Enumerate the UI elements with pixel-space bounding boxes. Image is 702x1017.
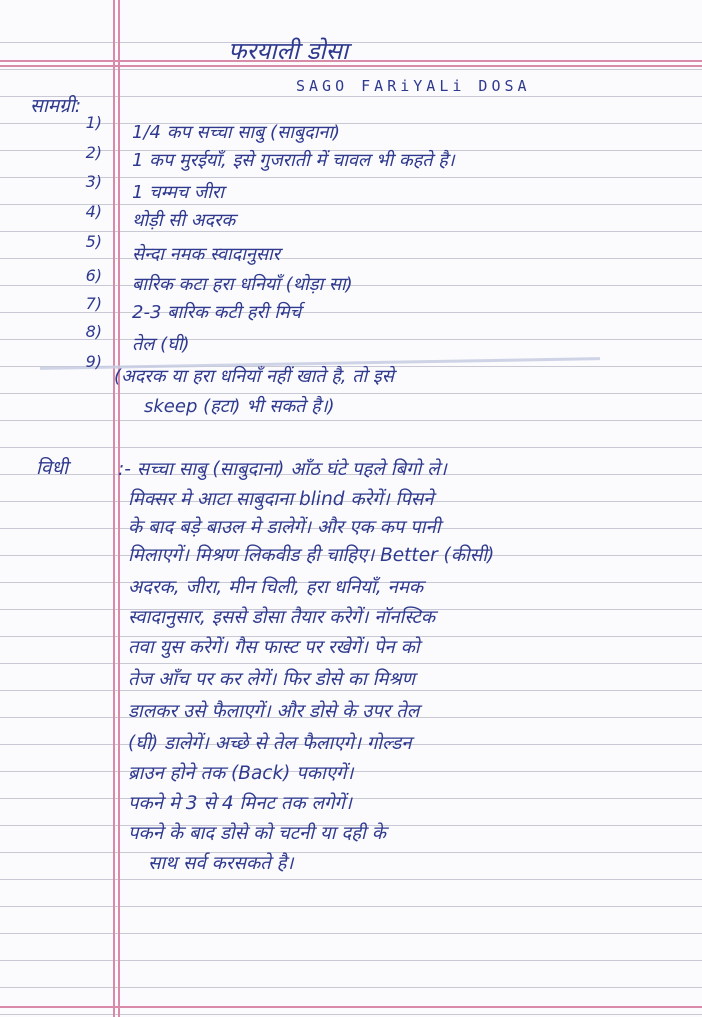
method-line: अदरक, जीरा, मीन चिली, हरा धनियाँ, नमक [128, 577, 424, 598]
item-number: 4) [85, 202, 102, 221]
method-line: मिक्सर मे आटा साबुदाना blind करेगें। पिसने [128, 489, 434, 510]
item-text: 2-3 बारिक कटी हरी मिर्च [132, 302, 302, 323]
method-line: साथ सर्व करसकते है। [148, 853, 294, 874]
recipe-title: फरयाली डोसा [228, 37, 349, 65]
method-line: डालकर उसे फैलाएगें। और डोसे के उपर तेल [128, 701, 420, 722]
header-rule-2 [0, 65, 702, 67]
method-line: तेज आँच पर कर लेगें। फिर डोसे का मिश्रण [128, 669, 415, 690]
margin-line-2 [118, 0, 120, 1017]
method-line: के बाद बड़े बाउल मे डालेगें। और एक कप पानी [128, 517, 441, 538]
header-rule [0, 60, 702, 62]
item-text: थोड़ी सी अदरक [132, 210, 236, 231]
item-number: 8) [85, 322, 102, 341]
method-line: तवा युस करेगें। गैस फास्ट पर रखेगें। पेन को [128, 637, 420, 658]
item-text: 1 चम्मच जीरा [132, 182, 224, 203]
item-text: (अदरक या हरा धनियाँ नहीं खाते है, तो इसे [114, 366, 394, 387]
item-number: 2) [85, 143, 102, 162]
method-line: मिलाएगें। मिश्रण लिकवीड ही चाहिए। Better (कीसी) [128, 545, 495, 566]
item-number: 1) [85, 113, 102, 132]
item-text: बारिक कटा हरा धनियाँ (थोड़ा सा) [132, 274, 353, 295]
method-line: पकने मे 3 से 4 मिनट तक लगेगें। [128, 793, 352, 814]
ingredients-label: सामग्री: [30, 95, 82, 117]
item-number: 3) [85, 172, 102, 191]
method-label: विधी [36, 457, 69, 479]
item-number: 7) [85, 294, 102, 313]
method-line: (घी) डालेगें। अच्छे से तेल फैलाएगे। गोल्डन [128, 733, 412, 754]
item-text: सेन्दा नमक स्वादानुसार [132, 244, 281, 265]
footer-rule [0, 1006, 702, 1008]
item-number: 9) [85, 352, 102, 371]
method-line: :- सच्चा साबु (साबुदाना) आँठ घंटे पहले बिगो ले। [118, 459, 447, 480]
method-line: पकने के बाद डोसे को चटनी या दही के [128, 823, 386, 844]
method-line: स्वादानुसार, इससे डोसा तैयार करेगें। नॉनस्टिक [128, 607, 436, 628]
item-number: 5) [85, 232, 102, 251]
item-text: 1 कप मुरईयाँ, इसे गुजराती में चावल भी कहते है। [132, 150, 455, 171]
item-text: skeep (हटा) भी सकते है।) [144, 396, 335, 417]
recipe-subtitle: SAGO FARiYALi DOSA [296, 77, 531, 95]
item-number: 6) [85, 266, 102, 285]
method-line: ब्राउन होने तक (Back) पकाएगें। [128, 763, 354, 784]
item-text: 1/4 कप सच्चा साबु (साबुदाना) [132, 122, 341, 143]
margin-line [113, 0, 115, 1017]
item-text: तेल (घी) [132, 334, 190, 355]
